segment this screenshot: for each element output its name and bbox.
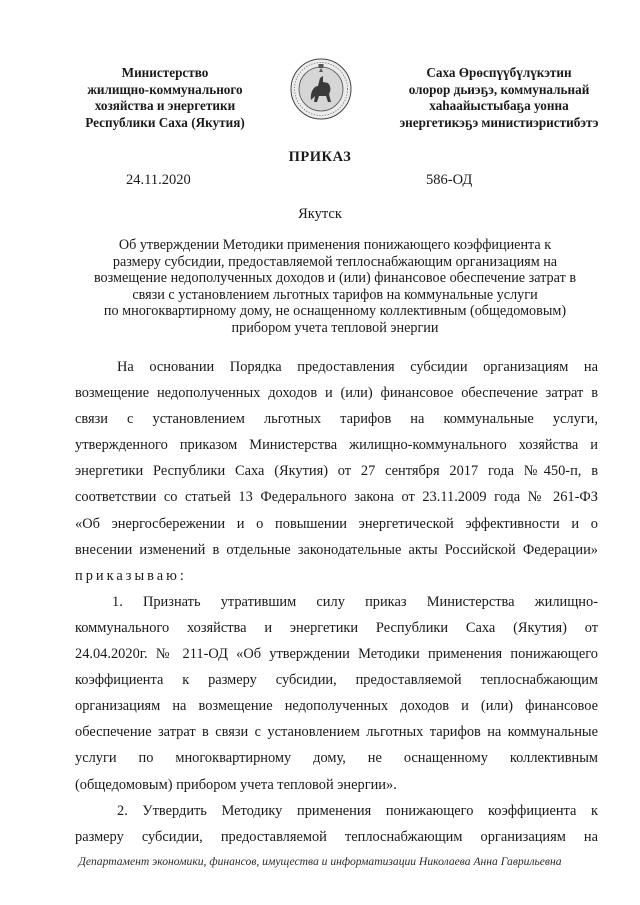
- item2-line: 2. Утвердить Методику применения понижающего коэффициента к: [117, 802, 598, 819]
- ministry-name-sakha-line: энергетикэҕэ министиэристибэтэ: [399, 114, 599, 130]
- document-number: 586-ОД: [426, 172, 473, 188]
- title-line: возмещение недополученных доходов и (или) финансовое обеспечение затрат в: [93, 270, 577, 287]
- ministry-name-sakha-line: хаһаайыстыбаҕа уонна: [429, 98, 569, 113]
- ministry-name-ru-line: Министерство: [121, 65, 209, 80]
- order-word: приказываю:: [75, 567, 187, 584]
- title-line: Об утверждении Методики применения понижающего коэффициента к: [118, 237, 552, 253]
- item1-line: 24.04.2020г. № 211-ОД «Об утверждении Методики применения понижающего: [75, 646, 598, 663]
- document-city: Якутск: [298, 206, 342, 222]
- preamble-line: связи с установлением льготных тарифов на коммунальные услуги,: [75, 411, 598, 428]
- title-line: прибором учета тепловой энергии: [231, 319, 439, 336]
- title-line: размеру субсидии, предоставляемой теплоснабжающим организациям на: [112, 253, 558, 270]
- preamble-line: утвержденного приказом Министерства жилищно-коммунального хозяйства и: [75, 437, 598, 454]
- preamble-line: соответствии со статьей 13 Федерального закона от 23.11.2009 года № 261-ФЗ: [75, 489, 598, 506]
- title-line: по многоквартирному дому, не оснащенному коллективным (общедомовым): [103, 303, 567, 320]
- preamble-line: энергетики Республики Саха (Якутия) от 27 сентября 2017 года №450-п, в: [75, 463, 598, 480]
- preamble-line: возмещение недополученных доходов и (или) финансовое обеспечение затрат в: [75, 385, 598, 402]
- item1-line: обеспечение затрат в связи с установлением льготных тарифов на коммунальные: [75, 724, 598, 741]
- ministry-name-russian: [58, 65, 272, 131]
- item1-line: услуги по многоквартирному дому, не оснащенному коллективным: [75, 750, 598, 767]
- item1-line: коммунального хозяйства и энергетики Республики Саха (Якутия) от: [75, 619, 598, 636]
- document-date: 24.11.2020: [126, 172, 191, 188]
- ministry-name-sakha-line: Саха Өрөспүүбүлүкэтин: [426, 65, 572, 80]
- preamble-line: внесении изменений в отдельные законодательные акты Российской Федерации»: [75, 541, 598, 558]
- preamble-line: На основании Порядка предоставления субсидии организациям на: [117, 359, 598, 375]
- document-body: [75, 354, 598, 850]
- document-type-heading: ПРИКАЗ: [288, 149, 352, 165]
- footer-executor-note: Департамент экономики, финансов, имущества и информатизации Николаева Анна Гаврильевна: [78, 855, 562, 868]
- item1-line: 1. Признать утратившим силу приказ Министерства жилищно-: [112, 593, 598, 610]
- title-line: связи с установлением льготных тарифов на коммунальные услуги: [132, 286, 538, 303]
- item1-line: (общедомовым) прибором учета тепловой энергии».: [75, 776, 397, 793]
- document-title: [70, 237, 600, 337]
- ministry-name-ru-line: жилищно-коммунального: [87, 81, 243, 97]
- republic-sakha-coat-of-arms-icon: [290, 56, 352, 122]
- item1-line: коэффициента к размеру субсидии, предоставляемой теплоснабжающим: [75, 672, 598, 689]
- ministry-name-sakha: [380, 65, 618, 131]
- preamble-line: «Об энергосбережении и о повышении энергетической эффективности и о: [75, 515, 598, 532]
- item2-line: размеру субсидии, предоставляемой теплоснабжающим организациям на: [75, 828, 598, 845]
- item1-line: организациям на возмещение недополученных доходов и (или) финансовое: [75, 698, 598, 715]
- ministry-name-sakha-line: олорор дьиэҕэ, коммунальнай: [408, 81, 590, 97]
- ministry-name-ru-line: хозяйства и энергетики: [94, 98, 236, 113]
- ministry-name-ru-line: Республики Саха (Якутия): [85, 114, 245, 130]
